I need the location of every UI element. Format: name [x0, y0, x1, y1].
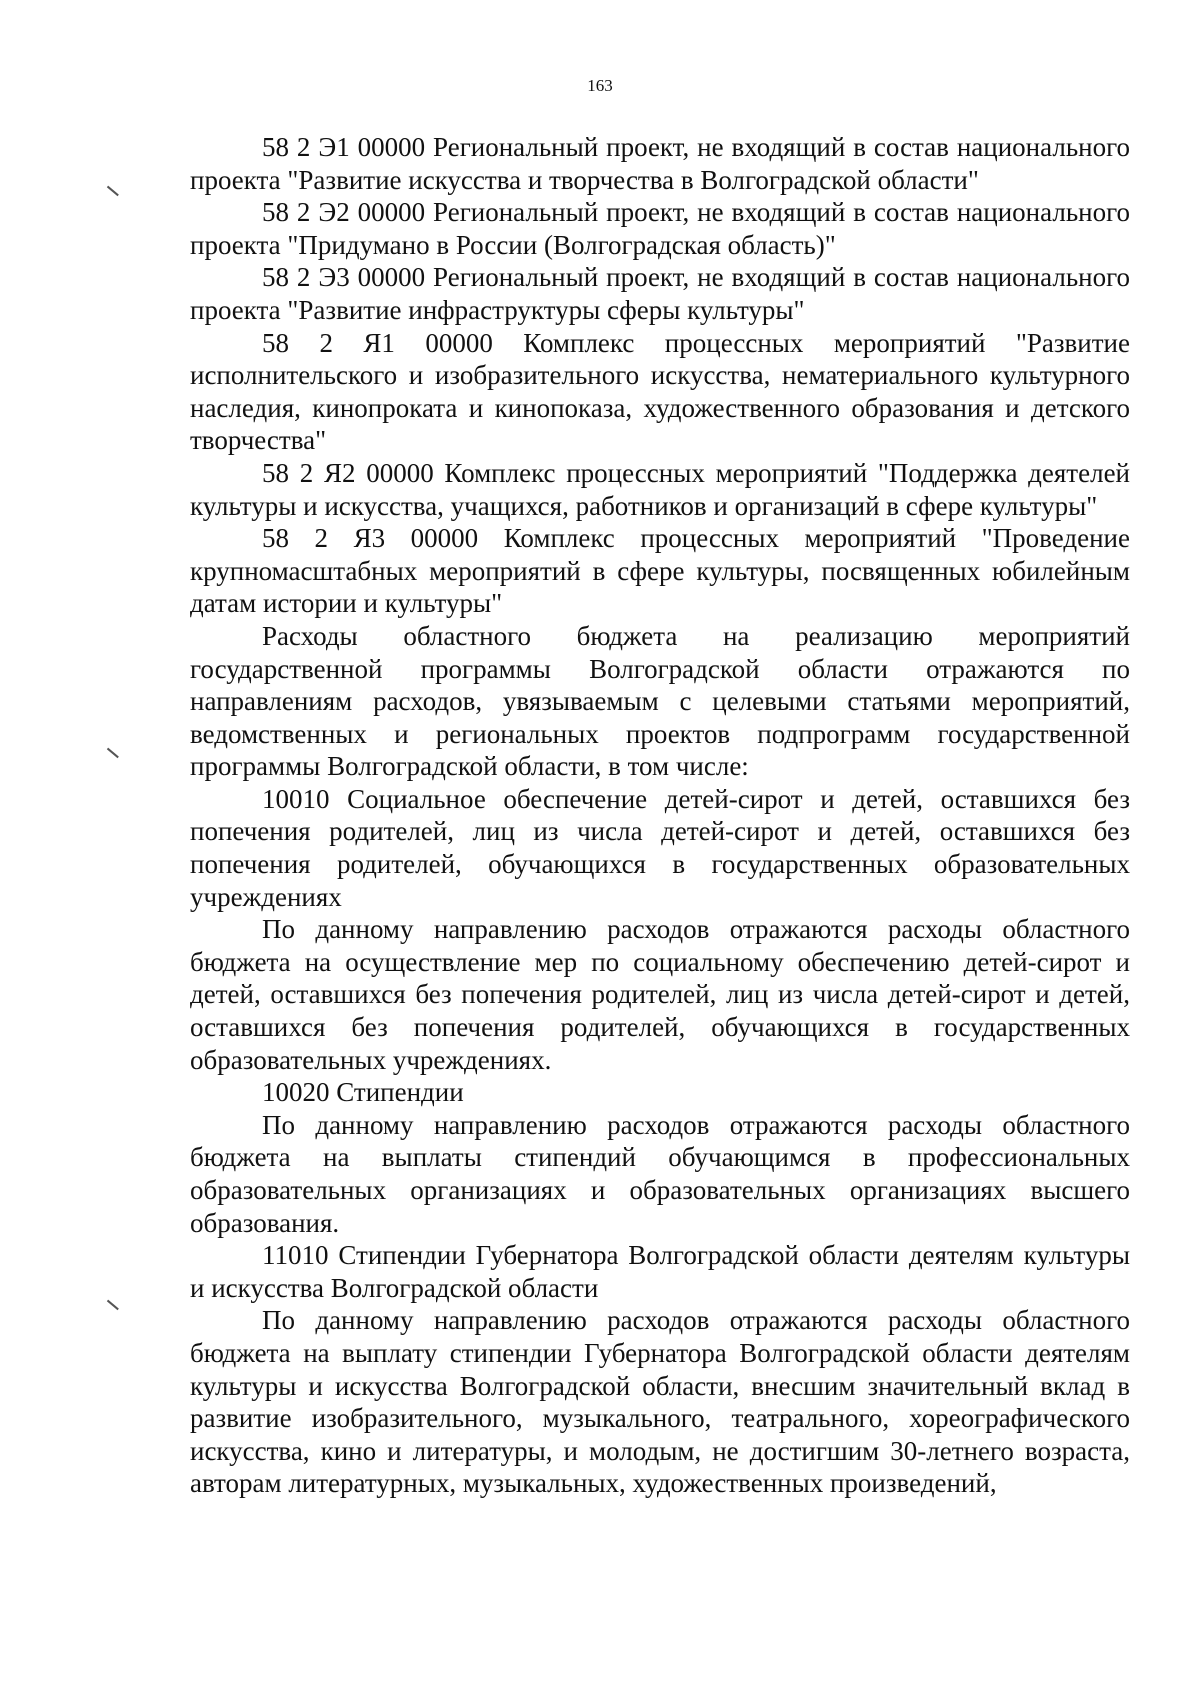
target-article-paragraph: 58 2 Э1 00000 Региональный проект, не входящий в состав национального проекта "Развитие искусства и творчества в Волгоградской области": [190, 132, 1130, 195]
scan-mark: [107, 186, 119, 196]
target-article-paragraph: 58 2 Э3 00000 Региональный проект, не входящий в состав национального проекта "Развитие инфраструктуры сферы культуры": [190, 262, 1130, 325]
target-article-paragraph: 58 2 Я2 00000 Комплекс процессных мероприятий "Поддержка деятелей культуры и искусства, учащихся, работников и организаций в сфере культуры": [190, 457, 1130, 521]
expense-direction-heading: 10020 Стипендии: [262, 1077, 464, 1108]
expense-direction-heading: 10010 Социальное обеспечение детей-сирот и детей, оставшихся без попечения родителей, лиц из числа детей-сирот и детей, оставшихся без попечения родителей, обучающихся в государственных образовательных учреждениях: [190, 783, 1130, 912]
scan-mark: [107, 1300, 119, 1310]
expense-direction-description: По данному направлению расходов отражаются расходы областного бюджета на выплаты стипендий обучающимся в профессиональных образовательных организациях и образовательных организациях высшего образования.: [190, 1109, 1130, 1238]
expense-direction-description: По данному направлению расходов отражаются расходы областного бюджета на выплату стипендии Губернатора Волгоградской области деятелям культуры и искусства Волгоградской области, внесшим значительный вклад в развитие изобразительного, музыкального, театрального, хореографического искусства, кино и литературы, и молодым, не достигшим 30-летнего возраста, авторам литературных, музыкальных, художественных произведений,: [190, 1305, 1130, 1499]
target-article-paragraph: 58 2 Э2 00000 Региональный проект, не входящий в состав национального проекта "Придумано в России (Волгоградская область)": [190, 197, 1130, 260]
target-article-paragraph: 58 2 Я3 00000 Комплекс процессных мероприятий "Проведение крупномасштабных мероприятий в сфере культуры, посвященных юбилейным датам истории и культуры": [190, 523, 1130, 619]
expense-direction-heading: 11010 Стипендии Губернатора Волгоградской области деятелям культуры и искусства Волгоградской области: [190, 1240, 1130, 1303]
scan-mark: [107, 748, 119, 758]
target-article-paragraph: 58 2 Я1 00000 Комплекс процессных мероприятий "Развитие исполнительского и изобразительного искусства, нематериального культурного наследия, кинопроката и кинопоказа, художественного образования и детского творчества": [190, 327, 1130, 456]
expense-direction-description: По данному направлению расходов отражаются расходы областного бюджета на осуществление мер по социальному обеспечению детей-сирот и детей, оставшихся без попечения родителей, лиц из числа детей-сирот и детей, оставшихся без попечения родителей, обучающихся в государственных образовательных учреждениях.: [190, 914, 1130, 1075]
page-number: 163: [587, 76, 613, 95]
document-body: [190, 131, 1130, 1500]
intro-paragraph: Расходы областного бюджета на реализацию мероприятий государственной программы Волгоградской области отражаются по направлениям расходов, увязываемым с целевыми статьями мероприятий, ведомственных и региональных проектов подпрограмм государственной программы Волгоградской области, в том числе:: [190, 620, 1130, 782]
